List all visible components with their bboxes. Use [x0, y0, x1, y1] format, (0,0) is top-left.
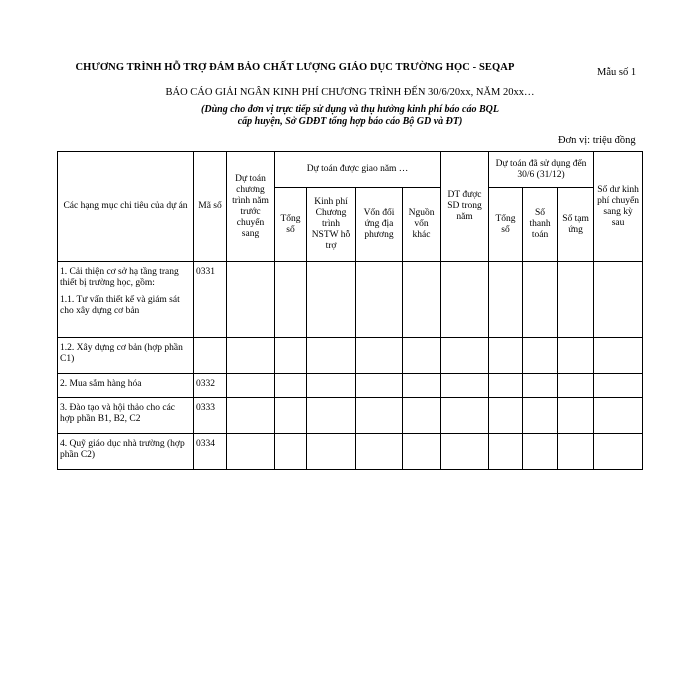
- table-cell: [403, 338, 441, 374]
- table-cell: [523, 338, 558, 374]
- table-cell: [307, 262, 356, 338]
- table-cell: [523, 262, 558, 338]
- table-cell: [356, 262, 403, 338]
- row-category: 4. Quỹ giáo dục nhà trường (hợp phần C2): [58, 434, 194, 470]
- table-row: [58, 398, 643, 434]
- header-balance-carried-forward: Số dư kinh phí chuyển sang kỳ sau: [594, 152, 643, 262]
- header-usable-budget: DT được SD trong năm: [441, 152, 489, 262]
- table-row: [58, 374, 643, 398]
- usage-note-line-1: (Dùng cho đơn vị trực tiếp sử dụng và thụ hưởng kinh phí báo cáo BQL: [201, 104, 499, 115]
- table-cell: [275, 434, 307, 470]
- table-cell: [441, 338, 489, 374]
- table-cell: [489, 262, 523, 338]
- row-code: 0331: [194, 262, 227, 338]
- table-row: [58, 262, 643, 338]
- header-category: Các hạng mục chi tiêu của dự án: [58, 152, 194, 262]
- table-cell: [558, 434, 594, 470]
- table-cell: [356, 338, 403, 374]
- report-subtitle: BÁO CÁO GIẢI NGÂN KINH PHÍ CHƯƠNG TRÌNH ĐẾN 30/6/20xx, NĂM 20xx…: [165, 87, 535, 98]
- table-cell: [307, 398, 356, 434]
- table-cell: [403, 262, 441, 338]
- table-cell: [594, 338, 643, 374]
- table-cell: [275, 398, 307, 434]
- table-cell: [523, 374, 558, 398]
- report-program-title: CHƯƠNG TRÌNH HỖ TRỢ ĐẢM BẢO CHẤT LƯỢNG GIÁO DỤC TRƯỜNG HỌC - SEQAP: [75, 62, 515, 73]
- header-plan-carried-over: Dự toán chương trình năm trước chuyển sang: [227, 152, 275, 262]
- table-cell: [307, 338, 356, 374]
- table-cell: [489, 434, 523, 470]
- row-category: 2. Mua sắm hàng hóa: [58, 374, 194, 398]
- row-category: 1.2. Xây dựng cơ bản (hợp phần C1): [58, 338, 194, 374]
- table-cell: [356, 434, 403, 470]
- row-code: 0333: [194, 398, 227, 434]
- table-row: [58, 434, 643, 470]
- table-cell: [275, 338, 307, 374]
- header-assigned-local: Vốn đối ứng địa phương: [356, 188, 403, 262]
- header-used-settled: Số thanh toán: [523, 188, 558, 262]
- table-cell: [441, 434, 489, 470]
- table-cell: [356, 374, 403, 398]
- report-usage-note: [0, 104, 700, 128]
- header-code: Mã số: [194, 152, 227, 262]
- table-cell: [403, 398, 441, 434]
- table-cell: [307, 374, 356, 398]
- table-cell: [523, 434, 558, 470]
- row-code: 0334: [194, 434, 227, 470]
- table-cell: [558, 374, 594, 398]
- table-cell: [227, 338, 275, 374]
- header-used-budget-group: Dự toán đã sử dụng đến 30/6 (31/12): [489, 152, 594, 188]
- table-cell: [441, 374, 489, 398]
- table-cell: [489, 398, 523, 434]
- table-cell: [594, 398, 643, 434]
- table-cell: [441, 262, 489, 338]
- table-cell: [227, 434, 275, 470]
- table-cell: [558, 398, 594, 434]
- table-cell: [441, 398, 489, 434]
- currency-unit: Đơn vị: triệu đồng: [558, 135, 636, 146]
- table-cell: [558, 262, 594, 338]
- table-cell: [275, 374, 307, 398]
- table-cell: [275, 262, 307, 338]
- header-assigned-nstw: Kinh phí Chương trình NSTW hỗ trợ: [307, 188, 356, 262]
- row-category: 3. Đào tạo và hội thảo cho các hợp phần B1, B2, C2: [58, 398, 194, 434]
- table-cell: [227, 398, 275, 434]
- table-cell: [594, 374, 643, 398]
- header-assigned-other: Nguồn vốn khác: [403, 188, 441, 262]
- table-cell: [403, 374, 441, 398]
- row-label: 1. Cải thiện cơ sở hạ tầng trang thiết bị trường học, gồm:: [60, 267, 179, 288]
- header-assigned-total: Tổng số: [275, 188, 307, 262]
- table-cell: [227, 262, 275, 338]
- table-cell: [523, 398, 558, 434]
- row-code: 0332: [194, 374, 227, 398]
- table-cell: [307, 434, 356, 470]
- table-cell: [558, 338, 594, 374]
- table-cell: [227, 374, 275, 398]
- row-code: [194, 338, 227, 374]
- disbursement-report-table: [57, 151, 643, 470]
- table-cell: [594, 262, 643, 338]
- table-cell: [489, 374, 523, 398]
- header-used-advance: Số tạm ứng: [558, 188, 594, 262]
- table-cell: [489, 338, 523, 374]
- table-cell: [403, 434, 441, 470]
- usage-note-line-2: cấp huyện, Sở GDĐT tổng hợp báo cáo Bộ GD và ĐT): [237, 116, 463, 127]
- row-sublabel: 1.1. Tư vấn thiết kế và giám sát cho xây dựng cơ bản: [60, 295, 180, 316]
- table-cell: [594, 434, 643, 470]
- header-used-total: Tổng số: [489, 188, 523, 262]
- header-assigned-budget-group: Dự toán được giao năm …: [275, 152, 441, 188]
- table-row: [58, 338, 643, 374]
- table-cell: [356, 398, 403, 434]
- row-category: [58, 262, 194, 338]
- form-number: Mẫu số 1: [597, 67, 637, 78]
